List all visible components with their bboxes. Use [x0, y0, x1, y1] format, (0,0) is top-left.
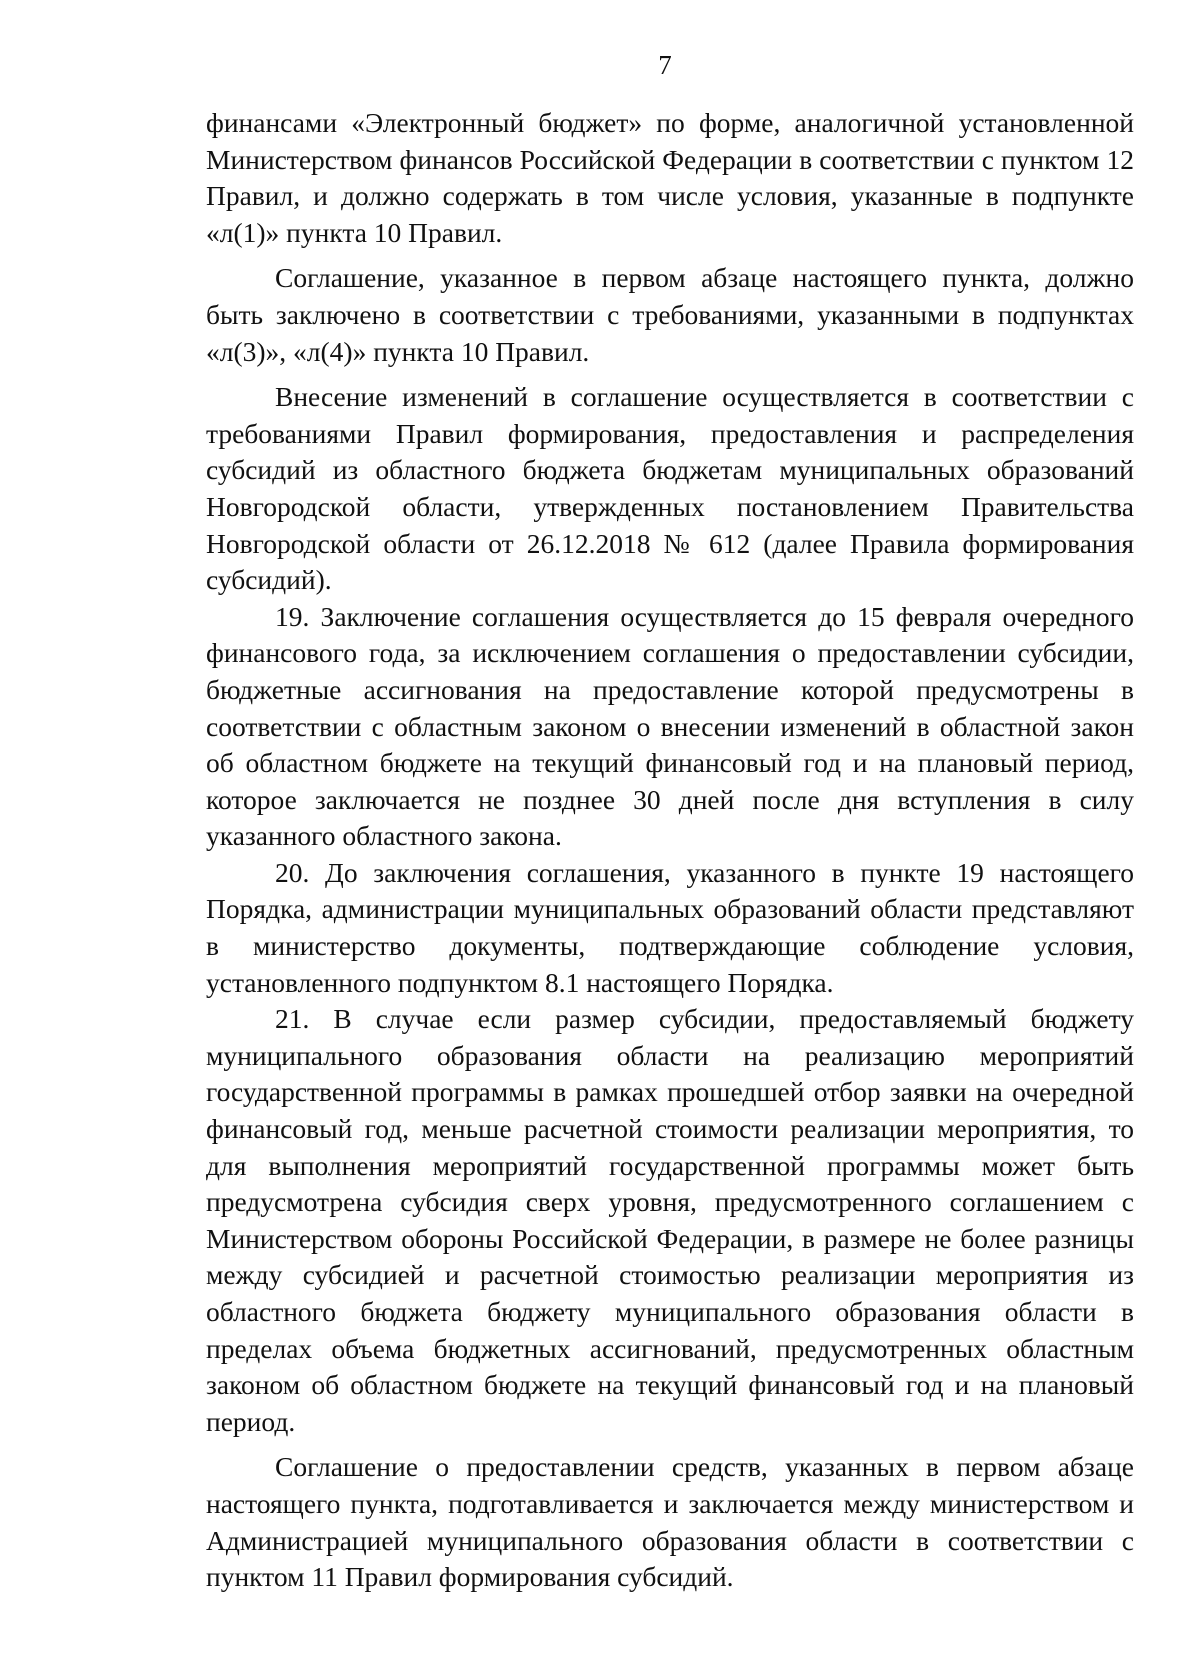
paragraph-item-19: 19. Заключение соглашения осуществляется до 15 февраля очередного финансового года, за исключением соглашения о предоставлении субсидии, бюджетные ассигнования на предоставление которой предусмотрены в соответствии с областным законом о внесении изменений в областной закон об областном бюджете на текущий финансовый год и на плановый период, которое заключается не позднее 30 дней после дня вступления в силу указанного областного закона.	[206, 600, 1134, 852]
document-body	[206, 105, 1134, 1596]
paragraph-continuation: финансами «Электронный бюджет» по форме, аналогичной установленной Министерством финансов Российской Федерации в соответствии с пунктом 12 Правил, и должно содержать в том числе условия, указанные в подпункте «л(1)» пункта 10 Правил.	[206, 107, 1134, 248]
paragraph-agreement-changes: Внесение изменений в соглашение осуществляется в соответствии с требованиями Правил формирования, предоставления и распределения субсидий из областного бюджета бюджетам муниципальных образований Новгородской области, утвержденных постановлением Правительства Новгородской области от 26.12.2018 № 612 (далее Правила формирования субсидий).	[206, 381, 1134, 596]
page-number: 7	[658, 50, 672, 80]
paragraph-agreement-requirements: Соглашение, указанное в первом абзаце настоящего пункта, должно быть заключено в соответствии с требованиями, указанными в подпунктах «л(3)», «л(4)» пункта 10 Правил.	[206, 262, 1134, 367]
paragraph-funds-agreement: Соглашение о предоставлении средств, указанных в первом абзаце настоящего пункта, подготавливается и заключается между министерством и Администрацией муниципального образования области в соответствии с пунктом 11 Правил формирования субсидий.	[206, 1451, 1134, 1593]
paragraph-item-21: 21. В случае если размер субсидии, предоставляемый бюджету муниципального образования области на реализацию мероприятий государственной программы в рамках прошедшей отбор заявки на очередной финансовый год, меньше расчетной стоимости реализации мероприятия, то для выполнения мероприятий государственной программы может быть предусмотрена субсидия сверх уровня, предусмотренного соглашением с Министерством обороны Российской Федерации, в размере не более разницы между субсидией и расчетной стоимостью реализации мероприятия из областного бюджета бюджету муниципального образования области в пределах объема бюджетных ассигнований, предусмотренных областным законом об областном бюджете на текущий финансовый год и на плановый период.	[206, 1003, 1134, 1437]
paragraph-item-20: 20. До заключения соглашения, указанного в пункте 19 настоящего Порядка, администрации муниципальных образований области представляют в министерство документы, подтверждающие соблюдение условия, установленного подпунктом 8.1 настоящего Порядка.	[206, 856, 1134, 998]
